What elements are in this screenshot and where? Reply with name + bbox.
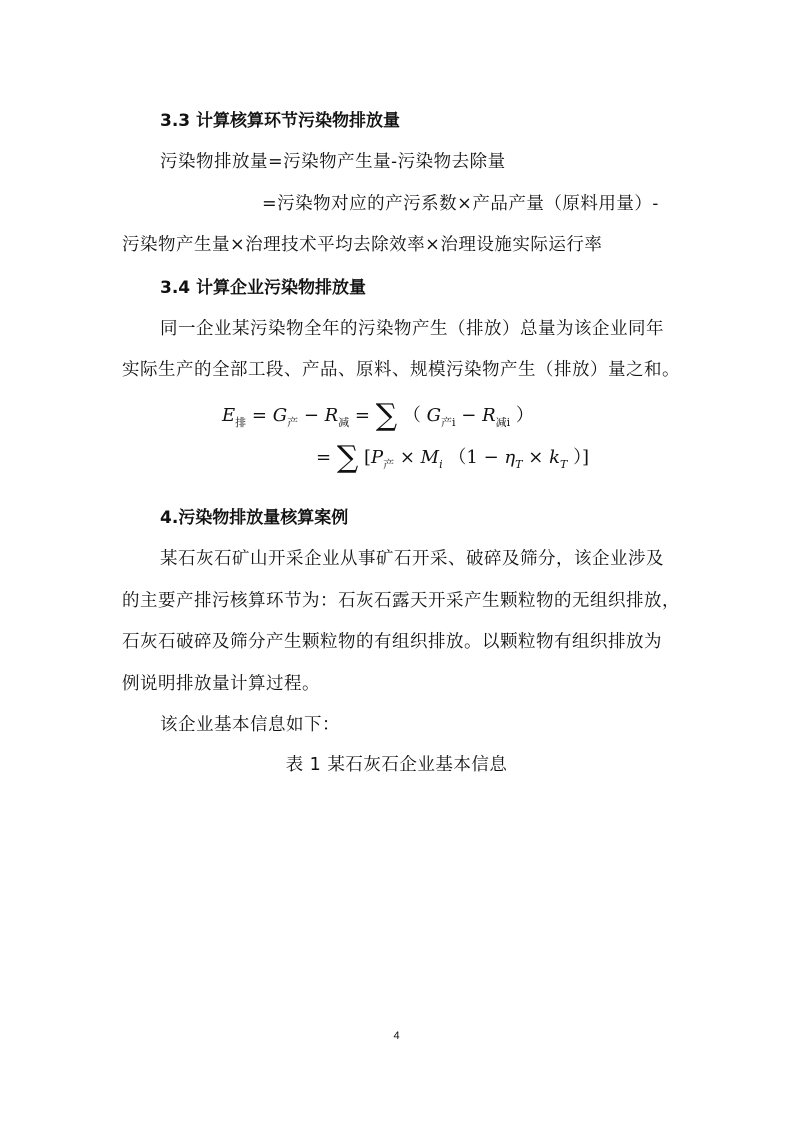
section-3-3-line-3: 污染物产生量×治理技术平均去除效率×治理设施实际运行率	[122, 235, 603, 255]
formula-eta: η	[504, 447, 516, 468]
formula-i-2: i	[506, 416, 511, 429]
sum-symbol: ∑	[375, 398, 398, 433]
section-3-3-heading: 3.3 计算核算环节污染物排放量	[160, 111, 401, 131]
formula-G-sub-2: 产	[441, 416, 453, 429]
section-4-para-line-2: 的主要产排污核算环节为：石灰石露天开采产生颗粒物的无组织排放，	[122, 591, 680, 611]
formula-R-2: R	[482, 405, 496, 426]
formula-one: 1	[466, 447, 478, 468]
page-number: 4	[393, 1030, 400, 1042]
formula-line-2: = ∑ [$P_产 \times M_i$ （$1 - \eta_T \times k_T$ ）]	[316, 440, 590, 475]
formula-G: G	[272, 405, 288, 426]
formula-R: R	[324, 405, 339, 426]
table-caption: 表 1 某石灰石企业基本信息	[285, 755, 508, 775]
section-3-4-para-line-2: 实际生产的全部工段、产品、原料、规模污染物产生（排放）量之和。	[122, 360, 680, 380]
formula-R-sub-2: 减	[495, 416, 507, 429]
formula-k-sub: T	[559, 458, 568, 471]
formula-P: P	[371, 447, 384, 468]
formula-eta-sub: T	[515, 458, 523, 471]
formula-E: E	[222, 405, 236, 426]
section-3-3-line-2: =污染物对应的产污系数×产品产量（原料用量）-	[262, 194, 659, 214]
formula-P-sub: 产	[383, 458, 395, 471]
sum-symbol-2: ∑	[336, 440, 359, 475]
formula-G-2: G	[426, 405, 442, 426]
section-4-para-2: 该企业基本信息如下：	[160, 715, 340, 735]
formula-i-1: i	[452, 416, 456, 429]
formula-E-sub: 排	[235, 416, 247, 429]
section-4-heading: 4.污染物排放量核算案例	[160, 508, 349, 528]
formula-R-sub: 减	[338, 416, 350, 429]
formula-M: M	[420, 447, 440, 468]
formula-G-sub: 产	[287, 416, 299, 429]
section-3-3-line-1: 污染物排放量=污染物产生量-污染物去除量	[160, 152, 506, 172]
section-4-para-line-3: 石灰石破碎及筛分产生颗粒物的有组织排放。以颗粒物有组织排放为	[122, 632, 662, 652]
formula-k: k	[549, 447, 560, 468]
section-4-para-line-4: 例说明排放量计算过程。	[122, 674, 320, 694]
section-3-4-para-line-1: 同一企业某污染物全年的污染物产生（排放）总量为该企业同年	[160, 319, 664, 339]
formula-line-1: $E_排 = G_产 - R_减$ = ∑ （ $G_{产i} - R_{减i}$ ）	[222, 398, 534, 433]
section-4-para-line-1: 某石灰石矿山开采企业从事矿石开采、破碎及筛分，该企业涉及	[160, 549, 664, 569]
formula-M-sub: i	[439, 458, 443, 471]
section-3-4-heading: 3.4 计算企业污染物排放量	[160, 278, 367, 298]
